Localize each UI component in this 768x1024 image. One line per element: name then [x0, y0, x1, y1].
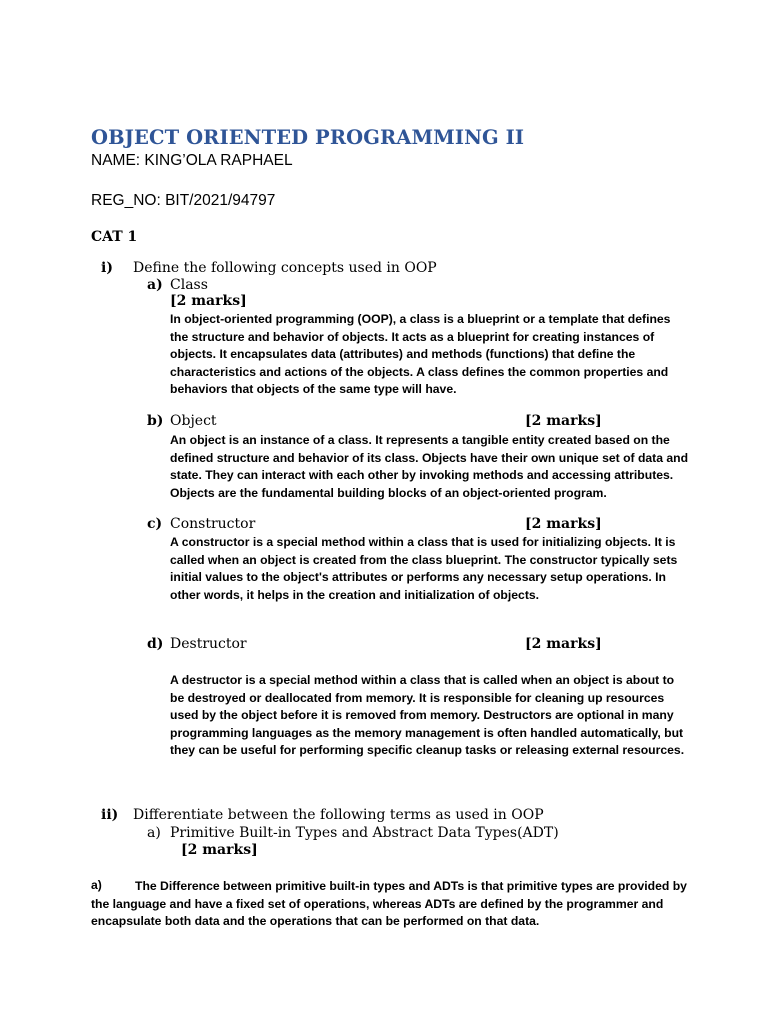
q2-item-a-marks: [2 marks] — [181, 842, 258, 858]
question-1-number: i) — [101, 260, 113, 276]
item-a-label: Class — [170, 277, 208, 293]
question-1-text: Define the following concepts used in OOP — [133, 260, 437, 276]
question-2-text: Differentiate between the following terms as used in OOP — [133, 807, 544, 823]
item-a-answer: In object-oriented programming (OOP), a class is a blueprint or a template that defines the structure and behavior of objects. It acts as a blueprint for creating instances of objects. It encapsulates data (attributes) and methods (functions) that define the characteristics and actions of the objects. A class defines the common properties and behaviors that objects of the same type will have. — [170, 312, 671, 397]
item-d-label: Destructor — [170, 636, 247, 652]
q2-item-a-letter: a) — [147, 825, 161, 841]
item-c-label: Constructor — [170, 516, 256, 532]
item-b-marks: [2 marks] — [525, 413, 602, 429]
item-c-answer: A constructor is a special method within a class that is used for initializing objects. It is called when an object is created from the class blueprint. The constructor typically sets initial values to the object's attributes or performs any necessary setup operations. In other words, it helps in the creation and initialization of objects. — [170, 535, 678, 602]
item-d-letter: d) — [147, 636, 164, 652]
item-d-answer: A destructor is a special method within a class that is called when an object is about to be destroyed or deallocated from memory. It is responsible for cleaning up resources used by the object before it is removed from memory. Destructors are optional in many programming languages as the memory management is often handled automatically, but they can be useful for performing specific cleanup tasks or releasing external resources. — [170, 673, 685, 758]
q2-answer: The Difference between primitive built-in types and ADTs is that primitive types are provided by the language and have a fixed set of operations, whereas ADTs are defined by the programmer and encapsulate both data and the operations that can be performed on that data. — [91, 879, 687, 929]
cat-heading: CAT 1 — [91, 229, 138, 245]
q2-item-a-label: Primitive Built-in Types and Abstract Data Types(ADT) — [170, 825, 559, 841]
student-name: NAME: KING’OLA RAPHAEL — [91, 152, 293, 169]
question-2-number: ii) — [101, 807, 119, 823]
item-c-marks: [2 marks] — [525, 516, 602, 532]
item-b-label: Object — [170, 413, 217, 429]
q2-answer-letter: a) — [91, 878, 102, 892]
item-d-marks: [2 marks] — [525, 636, 602, 652]
item-c-letter: c) — [147, 516, 163, 532]
registration-number: REG_NO: BIT/2021/94797 — [91, 192, 276, 209]
item-b-letter: b) — [147, 413, 164, 429]
item-a-letter: a) — [147, 277, 163, 293]
item-b-answer: An object is an instance of a class. It represents a tangible entity created based on the defined structure and behavior of its class. Objects have their own unique set of data and state. They can interact with each other by invoking methods and accessing attributes. Objects are the fundamental building blocks of an object-oriented program. — [170, 433, 689, 500]
document-title: OBJECT ORIENTED PROGRAMMING II — [91, 126, 525, 149]
item-a-marks: [2 marks] — [170, 293, 247, 309]
